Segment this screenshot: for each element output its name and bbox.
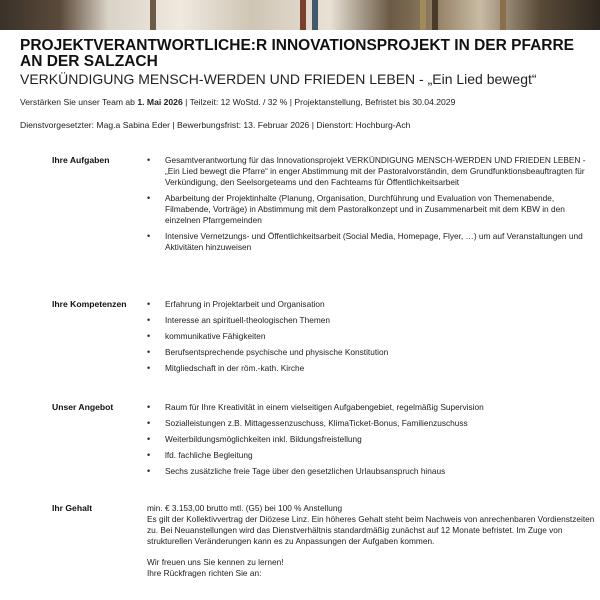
header-banner-image [0,0,600,30]
job-title: PROJEKTVERANTWORTLICHE:R INNOVATIONSPROJEKT IN DER PFARRE AN DER SALZACH [20,37,575,70]
bookshelf-decoration [300,0,306,30]
list-item: • Abarbeitung der Projektinhalte (Planung, Organisation, Durchführung und Evaluation von Themenabende, Filmabende, Vorträge) in Abstimmung mit dem Pastoralkonzept und in Zusammenarbeit mit dem KBW in den einzelnen Pfarrgemeinden [147,193,592,226]
list-item: • kommunikative Fähigkeiten [147,331,592,342]
salary-details: Es gilt der Kollektivvertrag der Diözese Linz. Ein höheres Gehalt steht beim Nachweis von anrechenbaren Vordienstzeiten zu. Bei Neuanstellungen wird das Dienstverhältnis standardmäßig zunächst auf 12 Monate befristet. Im Zuge von strukturellen Veränderungen kann es zu Anpassungen der Aufgaben kommen. [147,514,595,546]
bookshelf-decoration [420,0,426,30]
closing-greeting: Wir freuen uns Sie kennen zu lernen! [147,557,284,567]
start-prefix: Verstärken Sie unser Team ab [20,97,138,107]
list-item: • Raum für Ihre Kreativität in einem vielseitigen Aufgabengebiet, regelmäßig Supervision [147,402,592,413]
section-label-aufgaben: Ihre Aufgaben [52,155,110,165]
bookshelf-decoration [432,0,438,30]
contact-intro: Ihre Rückfragen richten Sie an: [147,568,262,578]
employment-details [20,97,600,108]
bookshelf-decoration [312,0,318,30]
list-item: • Erfahrung in Projektarbeit und Organisation [147,299,592,310]
employment-terms: | Teilzeit: 12 WoStd. / 32 % | Projektanstellung, Befristet bis 30.04.2029 [182,97,456,107]
kompetenzen-list [147,299,592,379]
list-item: • Interesse an spirituell-theologischen Themen [147,315,592,326]
start-date: 1. Mai 2026 [137,97,183,107]
aufgaben-list [147,155,592,258]
section-label-kompetenzen: Ihre Kompetenzen [52,299,127,309]
list-item: • Sozialleistungen z.B. Mittagessenzuschuss, KlimaTicket-Bonus, Familienzuschuss [147,418,592,429]
list-item: • Berufsentsprechende psychische und physische Konstitution [147,347,592,358]
list-item: • lfd. fachliche Begleitung [147,450,592,461]
list-item: • Mitgliedschaft in der röm.-kath. Kirche [147,363,592,374]
bookshelf-decoration [500,0,506,30]
list-item: • Weiterbildungsmöglichkeiten inkl. Bildungsfreistellung [147,434,592,445]
list-item: • Sechs zusätzliche freie Tage über den gesetzlichen Urlaubsanspruch hinaus [147,466,592,477]
list-item: • Intensive Vernetzungs- und Öffentlichkeitsarbeit (Social Media, Homepage, Flyer, …) um auf Veranstaltungen und Aktivitäten hinzuweisen [147,231,592,253]
list-item: • Gesamtverantwortung für das Innovationsprojekt VERKÜNDIGUNG MENSCH-WERDEN UND FRIEDEN LEBEN - „Ein Lied bewegt die Pfarre“ in enger Abstimmung mit der Pastoralvorständin, dem Grundfunktionsbeauftragten für Verkündigung, den Seelsorgeteams und den Fachteams für Öffentlichkeitsarbeit [147,155,592,188]
angebot-list [147,402,592,482]
bookshelf-decoration [150,0,156,30]
salary-amount: min. € 3.153,00 brutto mtl. (G5) bei 100 % Anstellung [147,503,343,513]
section-label-gehalt: Ihr Gehalt [52,503,93,513]
salary-info [147,503,597,579]
supervisor-details: Dienstvorgesetzter: Mag.a Sabina Eder | Bewerbungsfrist: 13. Februar 2026 | Dienstort: Hochburg-Ach [20,120,411,130]
project-subtitle: VERKÜNDIGUNG MENSCH-WERDEN UND FRIEDEN LEBEN - „Ein Lied bewegt“ [20,71,537,87]
section-label-angebot: Unser Angebot [52,402,114,412]
